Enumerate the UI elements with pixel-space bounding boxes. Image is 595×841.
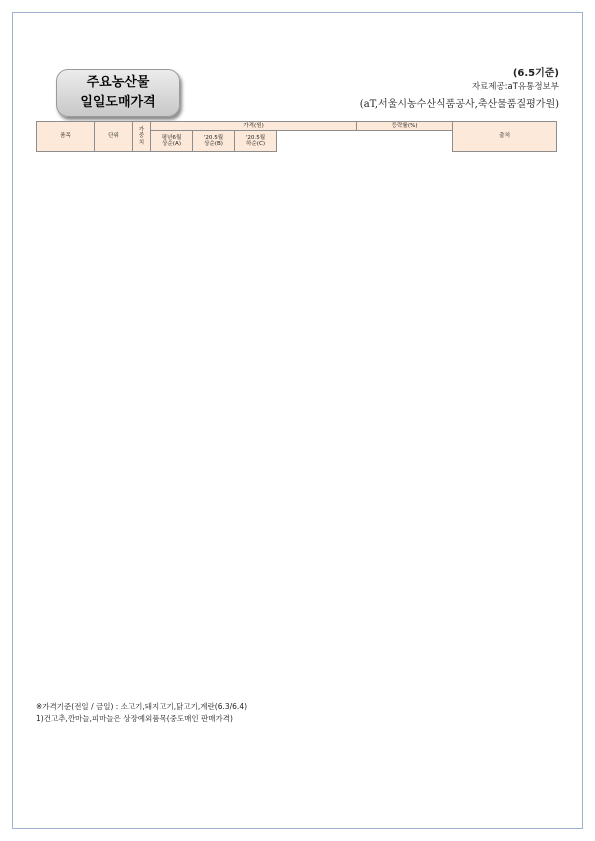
header-rate-group: 등락률(%) (357, 122, 453, 131)
header-price-col: '20.5월 상순(B) (193, 131, 235, 152)
data-source-orgs: (aT,서울시농수산식품공사,축산물품질평가원) (359, 99, 559, 110)
header-price-col: 평년6월 상순(A) (151, 131, 193, 152)
base-date: (6.5기준) (512, 68, 559, 79)
table-header (37, 122, 557, 152)
header-item: 품목 (37, 122, 95, 152)
header-price-col: '20.5월 하순(C) (235, 131, 277, 152)
header-source: 출처 (453, 122, 557, 152)
price-table (36, 121, 557, 152)
footnote-basis: ※가격기준(전일 / 금일) : 소고기,돼지고기,닭고기,계란(6.3/6.4) (36, 702, 248, 711)
data-source: 자료제공:aT유통정보부 (471, 82, 559, 92)
title-line-1: 주요농산물 (86, 75, 150, 90)
header-weight: 가 중 치 (133, 122, 151, 152)
header-unit: 단위 (95, 122, 133, 152)
header-price-group: 가격(원) (151, 122, 357, 131)
title-badge (56, 69, 180, 117)
title-line-2: 일일도매가격 (80, 95, 156, 110)
footnote-exception: 1)건고추,깐마늘,피마늘은 상장예외품목(중도매인 판매가격) (36, 714, 233, 723)
